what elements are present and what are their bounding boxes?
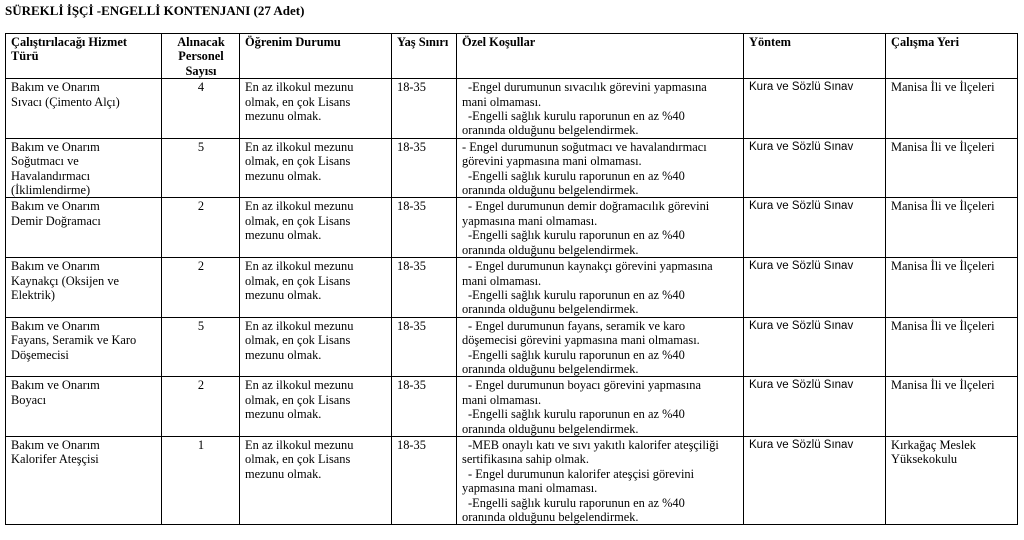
age-limit-cell: 18-35	[392, 198, 457, 258]
header-row	[6, 34, 1018, 79]
personnel-count-cell: 1	[162, 436, 240, 524]
work-location-cell: Manisa İli ve İlçeleri	[886, 138, 1018, 198]
work-location-cell: Kırkağaç Meslek Yüksekokulu	[886, 436, 1018, 524]
work-location-cell: Manisa İli ve İlçeleri	[886, 79, 1018, 139]
method-cell: Kura ve Sözlü Sınav	[744, 377, 886, 437]
age-limit-cell: 18-35	[392, 377, 457, 437]
method-cell: Kura ve Sözlü Sınav	[744, 317, 886, 377]
method-cell: Kura ve Sözlü Sınav	[744, 198, 886, 258]
special-conditions-cell: - Engel durumunun kaynakçı görevini yapmasına mani olmaması. -Engelli sağlık kurulu raporunun en az %40 oranında olduğunu belgelendirmek.	[457, 258, 744, 318]
method-cell: Kura ve Sözlü Sınav	[744, 436, 886, 524]
service-type-cell: Bakım ve Onarım Kalorifer Ateşçisi	[6, 436, 162, 524]
method-cell: Kura ve Sözlü Sınav	[744, 79, 886, 139]
special-conditions-cell: - Engel durumunun fayans, seramik ve karo döşemecisi görevini yapmasına mani olmaması. -Engelli sağlık kurulu raporunun en az %40 oranında olduğunu belgelendirmek.	[457, 317, 744, 377]
table-body	[6, 79, 1018, 525]
work-location-cell: Manisa İli ve İlçeleri	[886, 317, 1018, 377]
service-type-cell: Bakım ve Onarım Soğutmacı ve Havalandırmacı (İklimlendirme)	[6, 138, 162, 198]
personnel-count-cell: 5	[162, 138, 240, 198]
special-conditions-cell: -MEB onaylı katı ve sıvı yakıtlı kalorifer ateşçiliği sertifikasına sahip olmak. - Engel durumunun kalorifer ateşçisi görevini yapmasına mani olmaması. -Engelli sağlık kurulu raporunun en az %40 oranında olduğunu belgelendirmek.	[457, 436, 744, 524]
personnel-count-cell: 4	[162, 79, 240, 139]
service-type-cell: Bakım ve Onarım Boyacı	[6, 377, 162, 437]
education-cell: En az ilkokul mezunu olmak, en çok Lisans mezunu olmak.	[240, 377, 392, 437]
personnel-count-cell: 5	[162, 317, 240, 377]
service-type-cell: Bakım ve Onarım Demir Doğramacı	[6, 198, 162, 258]
personnel-count-cell: 2	[162, 198, 240, 258]
education-cell: En az ilkokul mezunu olmak, en çok Lisans mezunu olmak.	[240, 436, 392, 524]
table-row	[6, 317, 1018, 377]
age-limit-cell: 18-35	[392, 79, 457, 139]
personnel-count-cell: 2	[162, 258, 240, 318]
education-cell: En az ilkokul mezunu olmak, en çok Lisans mezunu olmak.	[240, 198, 392, 258]
special-conditions-cell: -Engel durumunun sıvacılık görevini yapmasına mani olmaması. -Engelli sağlık kurulu raporunun en az %40 oranında olduğunu belgelendirmek.	[457, 79, 744, 139]
table-row	[6, 138, 1018, 198]
service-type-cell: Bakım ve Onarım Kaynakçı (Oksijen ve Elektrik)	[6, 258, 162, 318]
work-location-cell: Manisa İli ve İlçeleri	[886, 198, 1018, 258]
personnel-count-cell: 2	[162, 377, 240, 437]
education-cell: En az ilkokul mezunu olmak, en çok Lisans mezunu olmak.	[240, 258, 392, 318]
header-special-conditions: Özel Koşullar	[457, 34, 744, 79]
header-work-location: Çalışma Yeri	[886, 34, 1018, 79]
header-personnel-count: Alınacak Personel Sayısı	[162, 34, 240, 79]
work-location-cell: Manisa İli ve İlçeleri	[886, 258, 1018, 318]
work-location-cell: Manisa İli ve İlçeleri	[886, 377, 1018, 437]
education-cell: En az ilkokul mezunu olmak, en çok Lisans mezunu olmak.	[240, 138, 392, 198]
method-cell: Kura ve Sözlü Sınav	[744, 138, 886, 198]
table-row	[6, 79, 1018, 139]
header-method: Yöntem	[744, 34, 886, 79]
age-limit-cell: 18-35	[392, 436, 457, 524]
age-limit-cell: 18-35	[392, 258, 457, 318]
education-cell: En az ilkokul mezunu olmak, en çok Lisans mezunu olmak.	[240, 79, 392, 139]
age-limit-cell: 18-35	[392, 317, 457, 377]
service-type-cell: Bakım ve Onarım Fayans, Seramik ve Karo Döşemecisi	[6, 317, 162, 377]
education-cell: En az ilkokul mezunu olmak, en çok Lisans mezunu olmak.	[240, 317, 392, 377]
header-education: Öğrenim Durumu	[240, 34, 392, 79]
age-limit-cell: 18-35	[392, 138, 457, 198]
special-conditions-cell: - Engel durumunun boyacı görevini yapmasına mani olmaması. -Engelli sağlık kurulu raporunun en az %40 oranında olduğunu belgelendirmek.	[457, 377, 744, 437]
table-row	[6, 258, 1018, 318]
special-conditions-cell: - Engel durumunun demir doğramacılık görevini yapmasına mani olmaması. -Engelli sağlık kurulu raporunun en az %40 oranında olduğunu belgelendirmek.	[457, 198, 744, 258]
special-conditions-cell: - Engel durumunun soğutmacı ve havalandırmacı görevini yapmasına mani olmaması. -Engelli sağlık kurulu raporunun en az %40 oranında olduğunu belgelendirmek.	[457, 138, 744, 198]
header-age-limit: Yaş Sınırı	[392, 34, 457, 79]
header-service-type: Çalıştırılacağı Hizmet Türü	[6, 34, 162, 79]
method-cell: Kura ve Sözlü Sınav	[744, 258, 886, 318]
table-row	[6, 198, 1018, 258]
table-row	[6, 377, 1018, 437]
table-row	[6, 436, 1018, 524]
service-type-cell: Bakım ve Onarım Sıvacı (Çimento Alçı)	[6, 79, 162, 139]
quota-table	[5, 33, 1018, 525]
document-title: SÜREKLİ İŞÇİ -ENGELLİ KONTENJANI (27 Adet)	[5, 3, 305, 18]
